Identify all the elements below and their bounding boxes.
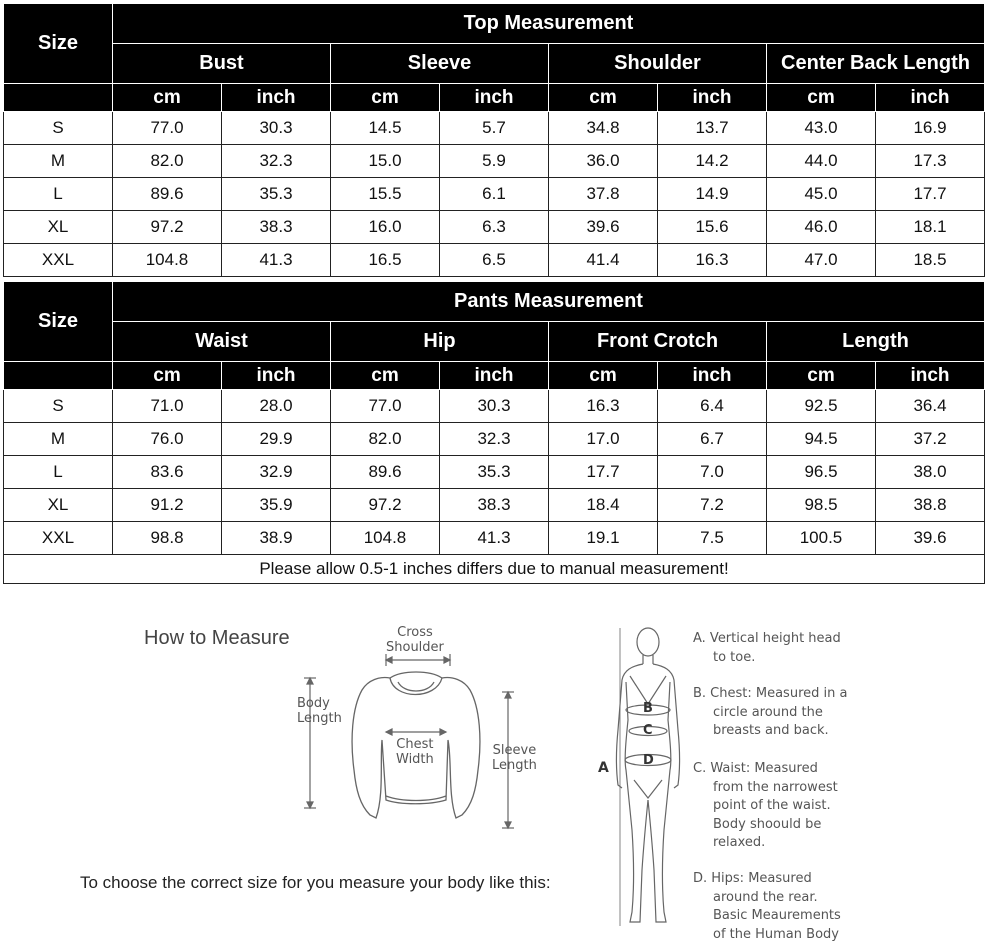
figure-label-b: B [643,701,653,716]
measurement-cell: 18.5 [876,244,985,277]
measurement-cell: 17.0 [549,423,658,456]
measurement-cell: 71.0 [113,390,222,423]
unit-header: inch [222,362,331,390]
measurement-cell: 15.5 [331,178,440,211]
group-header: Sleeve [331,44,549,84]
unit-header: inch [222,84,331,112]
measurement-cell: 91.2 [113,489,222,522]
measurement-cell: 82.0 [113,145,222,178]
how-to-measure-title: How to Measure [144,627,290,649]
group-header: Length [767,322,985,362]
measurement-cell: 38.9 [222,522,331,555]
figure-label-d: D [643,753,654,768]
measurement-cell: 98.8 [113,522,222,555]
size-cell: L [4,456,113,489]
sleeve-length-label: Sleeve Length [492,743,537,773]
measurement-cell: 30.3 [222,112,331,145]
measurement-cell: 76.0 [113,423,222,456]
measurement-cell: 35.9 [222,489,331,522]
size-header: Size [4,4,113,84]
measurement-cell: 32.9 [222,456,331,489]
measurement-cell: 44.0 [767,145,876,178]
group-header: Hip [331,322,549,362]
measurement-cell: 15.6 [658,211,767,244]
measurement-cell: 77.0 [113,112,222,145]
unit-header: cm [331,362,440,390]
unit-header: cm [767,84,876,112]
measurement-cell: 89.6 [331,456,440,489]
group-header: Front Crotch [549,322,767,362]
measurement-cell: 30.3 [440,390,549,423]
measurement-cell: 6.3 [440,211,549,244]
unit-header-spacer [4,84,113,112]
measurement-cell: 38.3 [222,211,331,244]
measurement-cell: 16.9 [876,112,985,145]
measurement-cell: 104.8 [331,522,440,555]
size-cell: XL [4,489,113,522]
size-cell: S [4,390,113,423]
note-d-line: D. Hips: Measured [693,871,812,886]
measurement-cell: 18.4 [549,489,658,522]
measurement-cell: 7.0 [658,456,767,489]
size-cell: L [4,178,113,211]
note-a-line: A. Vertical height head [693,631,841,646]
unit-header: cm [767,362,876,390]
measurement-cell: 14.9 [658,178,767,211]
measurement-cell: 41.3 [440,522,549,555]
measurement-cell: 38.3 [440,489,549,522]
measurement-cell: 47.0 [767,244,876,277]
measurement-cell: 34.8 [549,112,658,145]
measurement-cell: 32.3 [222,145,331,178]
measurement-cell: 43.0 [767,112,876,145]
measurement-cell: 97.2 [331,489,440,522]
measurement-notes [693,760,838,853]
unit-header-spacer [4,362,113,390]
unit-header: inch [658,362,767,390]
measurement-cell: 46.0 [767,211,876,244]
unit-header: cm [113,362,222,390]
body-figure-diagram [596,620,686,930]
measurement-notes [693,630,841,667]
measurement-cell: 19.1 [549,522,658,555]
table-row [4,112,985,145]
measurement-cell: 16.3 [658,244,767,277]
measurement-cell: 98.5 [767,489,876,522]
top-table-title: Top Measurement [113,4,985,44]
measurement-cell: 35.3 [440,456,549,489]
measurement-cell: 37.8 [549,178,658,211]
measurement-cell: 29.9 [222,423,331,456]
note-b-line: breasts and back. [713,723,829,738]
table-row [4,390,985,423]
unit-header: inch [876,84,985,112]
table-row [4,456,985,489]
measurement-cell: 32.3 [440,423,549,456]
measurement-cell: 28.0 [222,390,331,423]
table-row [4,244,985,277]
measurement-cell: 16.5 [331,244,440,277]
note-d-line: of the Human Body [713,926,839,942]
figure-label-c: C [643,723,653,738]
measurement-cell: 94.5 [767,423,876,456]
note-c-line: point of the waist. [713,798,831,813]
measurement-cell: 39.6 [876,522,985,555]
unit-header: inch [440,84,549,112]
note-d-line: Basic Meaurements [713,908,841,923]
size-cell: M [4,423,113,456]
measurement-cell: 100.5 [767,522,876,555]
measurement-cell: 41.4 [549,244,658,277]
table-row [4,211,985,244]
group-header: Center Back Length [767,44,985,84]
measurement-cell: 7.2 [658,489,767,522]
measurement-cell: 35.3 [222,178,331,211]
table-row [4,178,985,211]
unit-header: cm [113,84,222,112]
measurement-cell: 6.5 [440,244,549,277]
measurement-cell: 39.6 [549,211,658,244]
note-b-line: circle around the [713,704,823,720]
unit-header: inch [440,362,549,390]
measurement-cell: 36.4 [876,390,985,423]
measurement-cell: 104.8 [113,244,222,277]
note-c-line: relaxed. [713,835,766,850]
measurement-cell: 45.0 [767,178,876,211]
measurement-cell: 6.4 [658,390,767,423]
measurement-cell: 16.3 [549,390,658,423]
measurement-cell: 37.2 [876,423,985,456]
table-row [4,423,985,456]
group-header: Waist [113,322,331,362]
unit-header: cm [549,362,658,390]
measurement-cell: 89.6 [113,178,222,211]
pants-table-title: Pants Measurement [113,282,985,322]
group-header: Bust [113,44,331,84]
measurement-cell: 38.8 [876,489,985,522]
measurement-notes [693,870,841,944]
size-cell: XXL [4,244,113,277]
measurement-cell: 5.7 [440,112,549,145]
measurement-cell: 6.7 [658,423,767,456]
unit-header: cm [549,84,658,112]
unit-header: inch [876,362,985,390]
measurement-note: Please allow 0.5-1 inches differs due to manual measurement! [4,555,985,584]
unit-header: inch [658,84,767,112]
choose-size-instruction: To choose the correct size for you measure your body like this: [80,873,551,892]
size-cell: XL [4,211,113,244]
chest-width-label: Chest Width [396,737,434,767]
size-cell: M [4,145,113,178]
measurement-cell: 83.6 [113,456,222,489]
note-d-line: around the rear. [713,889,818,905]
table-row [4,522,985,555]
measurement-cell: 38.0 [876,456,985,489]
note-c-line: C. Waist: Measured [693,761,818,776]
measurement-cell: 13.7 [658,112,767,145]
measurement-cell: 5.9 [440,145,549,178]
figure-label-a: A [598,760,609,776]
measurement-cell: 36.0 [549,145,658,178]
measurement-notes [693,685,847,741]
measurement-cell: 82.0 [331,423,440,456]
note-a-line: to toe. [713,649,756,665]
measurement-cell: 17.3 [876,145,985,178]
measurement-cell: 14.5 [331,112,440,145]
size-header: Size [4,282,113,362]
note-c-line: Body shoould be [713,816,822,832]
pants-measurement-table [3,281,985,584]
body-length-label: Body Length [297,696,342,726]
measurement-cell: 18.1 [876,211,985,244]
measurement-cell: 92.5 [767,390,876,423]
group-header: Shoulder [549,44,767,84]
measurement-cell: 16.0 [331,211,440,244]
measurement-cell: 77.0 [331,390,440,423]
measurement-cell: 17.7 [876,178,985,211]
measurement-cell: 14.2 [658,145,767,178]
measurement-cell: 15.0 [331,145,440,178]
measurement-cell: 97.2 [113,211,222,244]
size-cell: S [4,112,113,145]
table-row [4,489,985,522]
measurement-cell: 96.5 [767,456,876,489]
cross-shoulder-label: Cross Shoulder [386,625,444,655]
measurement-cell: 6.1 [440,178,549,211]
note-b-line: B. Chest: Measured in a [693,686,848,701]
note-c-line: from the narrowest [713,779,838,795]
measurement-cell: 41.3 [222,244,331,277]
measurement-cell: 17.7 [549,456,658,489]
measurement-cell: 7.5 [658,522,767,555]
table-row [4,145,985,178]
top-measurement-table [3,3,985,277]
unit-header: cm [331,84,440,112]
size-cell: XXL [4,522,113,555]
